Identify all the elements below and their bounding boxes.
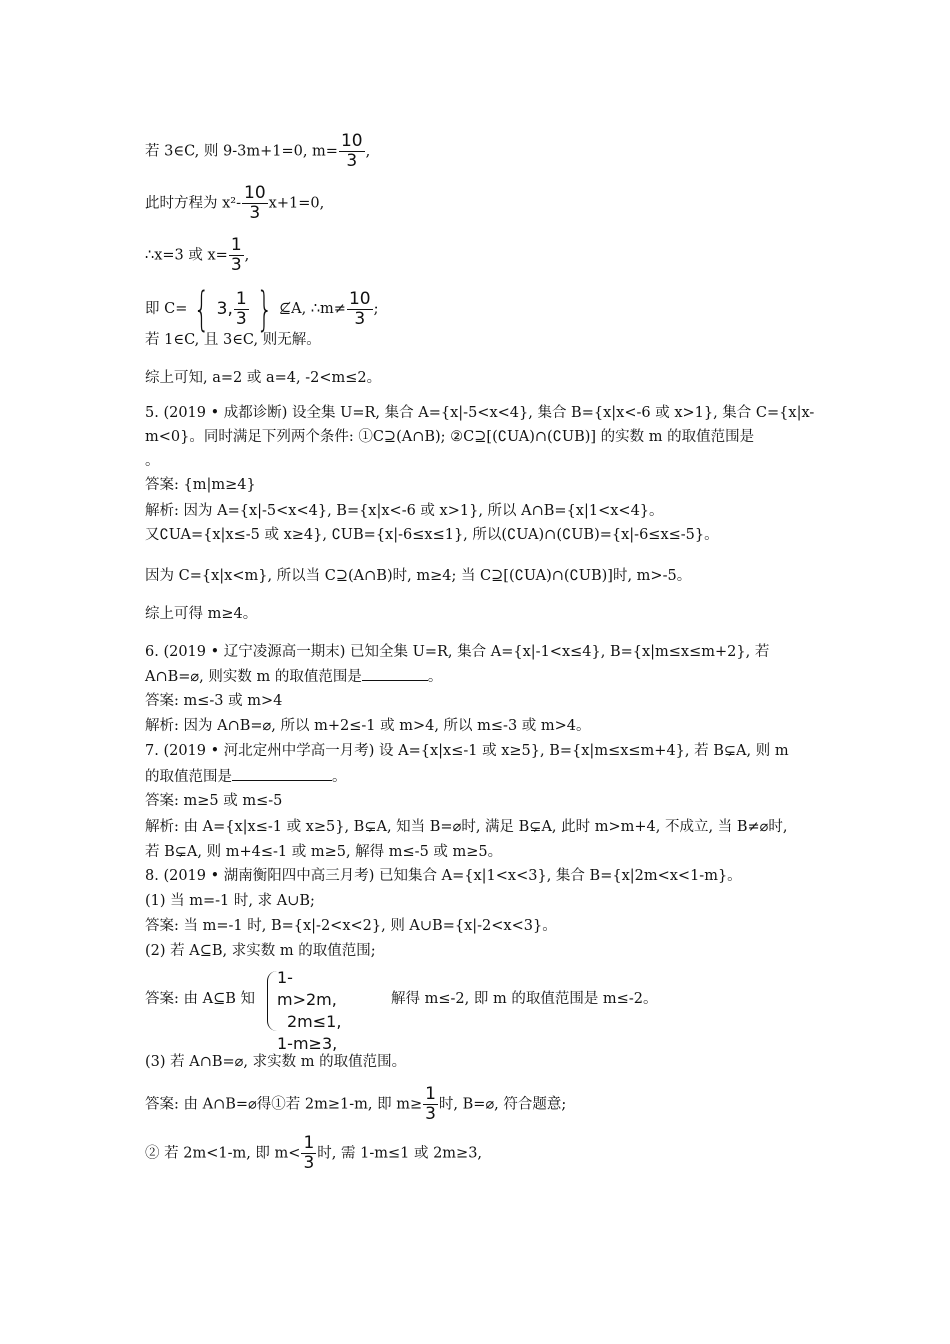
q5-analysis-1: 解析: 因为 A={x|-5<x<4}, B={x|x<-6 或 x>1}, 所以 A∩B={x|1<x<4}。 (145, 503, 664, 519)
answer-blank (362, 666, 428, 681)
q5-analysis-2: 又∁UA={x|x≤-5 或 x≥4}, ∁UB={x|-6≤x≤1}, 所以(∁UA)∩(∁UB)={x|-6≤x≤-5}。 (145, 527, 719, 543)
line-no-solution: 若 1∈C, 且 3∈C, 则无解。 (145, 332, 321, 348)
q5-conclusion: 综上可得 m≥4。 (145, 606, 258, 622)
q5-stem-3: 。 (145, 453, 160, 469)
text: 若 3∈C, 则 9-3m+1=0, m= (145, 143, 338, 160)
q8-part-2: (2) 若 A⊆B, 求实数 m 的取值范围; (145, 943, 376, 959)
document-page: 若 3∈C, 则 9-3m+1=0, m= $\frac{10}{3}$ , 此时方程为 x²- $\frac{10}{3}$ x+1=0, ∴x=3 或 x= $\frac{1}{3}$ , 即 C= { 3, $\frac{1}{3}$ } ⊈A, ∴m≠ $\frac{10}{3}$ ; 若 1∈C, 且 3∈C, 则无解。 综上可知, a=2 或 a=4, -2<m≤2。 5. (2019 • 成都诊断) 设全集 U=R, 集合 A={x|-5<x<4}, 集合 B={x|x<-6 或 x>1}, 集合 C={x|x- m<0}。同时满足下列两个条件: ①C⊇(A∩B); ②C⊇[(∁UA)∩(∁UB)] 的实数 m 的取值范围是 。 答案: {m|m≥4} 解析: 因为 A={x|-5<x<4}, B={x|x<-6 或 x>1}, 所以 A∩B={x|1<x<4}。 又∁UA={x|x≤-5 或 x≥4}, ∁UB={x|-6≤x≤1}, 所以(∁UA)∩(∁UB)={x|-6≤x≤-5}。 因为 C={x|x<m}, 所以当 C⊇(A∩B)时, m≥4; 当 C⊇[(∁UA)∩(∁UB)]时, m>-5。 综上可得 m≥4。 6. (2019 • 辽宁凌源高一期末) 已知全集 U=R, 集合 A={x|-1<x≤4}, B={x|m≤x≤m+2}, 若 A∩B=⌀, 则实数 m 的取值范围是 。 答案: m≤-3 或 m>4 解析: 因为 A∩B=⌀, 所以 m+2≤-1 或 m>4, 所以 m≤-3 或 m>4。 7. (2019 • 河北定州中学高一月考) 设 A={x|x≤-1 或 x≥5}, B={x|m≤x≤m+4}, 若 B⊊A, 则 m 的取值范围是 。 答案: m≥5 或 m≤-5 解析: 由 A={x|x≤-1 或 x≥5}, B⊊A, 知当 B=⌀时, 满足 B⊊A, 此时 m>m+4, 不成立, 当 B≠⌀时, 若 B⊊A, 则 m+4≤-1 或 m≥5, 解得 m≤-5 或 m≥5。 8. (2019 • 湖南衡阳四中高三月考) 已知集合 A={x|1<x<3}, 集合 B={x|2m<x<1-m}。 (1) 当 m=-1 时, 求 A∪B; 答案: 当 m=-1 时, B={x|-2<x<2}, 则 A∪B={x|-2<x<3}。 (2) 若 A⊆B, 求实数 m 的取值范围; 答案: 由 A⊆B 知 1-m>2m, 2m≤1, 1-m≥3, 解得 m≤-2, 即 m 的取值范围是 m≤-2。 (3) 若 A∩B=⌀, 求实数 m 的取值范围。 答案: 由 A∩B=⌀得①若 2m≥1-m, 即 m≥ $\frac{1}{3}$ 时, B=⌀, 符合题意; ② 若 2m<1-m, 即 m< $\frac{1}{3}$ 时, 需 1-m≤1 或 2m≥3, (145, 131, 815, 1173)
q5-analysis-3: 因为 C={x|x<m}, 所以当 C⊇(A∩B)时, m≥4; 当 C⊇[(∁UA)∩(∁UB)]时, m>-5。 (145, 568, 692, 584)
q8-stem: 8. (2019 • 湖南衡阳四中高三月考) 已知集合 A={x|1<x<3}, 集合 B={x|2m<x<1-m}。 (145, 868, 742, 884)
q5-stem-1: 5. (2019 • 成都诊断) 设全集 U=R, 集合 A={x|-5<x<4}, 集合 B={x|x<-6 或 x>1}, 集合 C={x|x- (145, 405, 815, 421)
line-roots: ∴x=3 或 x= $\frac{1}{3}$ , (145, 235, 250, 275)
line-summary-1: 综上可知, a=2 或 a=4, -2<m≤2。 (145, 370, 382, 386)
q7-answer: 答案: m≥5 或 m≤-5 (145, 793, 283, 809)
fraction: $\frac{10}{3}$ (244, 183, 266, 223)
answer-blank (232, 766, 332, 781)
q7-stem-2: 的取值范围是 。 (145, 766, 347, 787)
q7-analysis-1: 解析: 由 A={x|x≤-1 或 x≥5}, B⊊A, 知当 B=⌀时, 满足 B⊊A, 此时 m>m+4, 不成立, 当 B≠⌀时, (145, 819, 788, 835)
q8-part-1-answer: 答案: 当 m=-1 时, B={x|-2<x<2}, 则 A∪B={x|-2<x<3}。 (145, 918, 557, 934)
q7-analysis-2: 若 B⊊A, 则 m+4≤-1 或 m≥5, 解得 m≤-5 或 m≥5。 (145, 844, 503, 860)
q6-answer: 答案: m≤-3 或 m>4 (145, 693, 283, 709)
system-row: 1-m>2m, (277, 968, 337, 1009)
system-row: 1-m≥3, (277, 1034, 338, 1053)
system-row: 2m≤1, (287, 1012, 342, 1031)
q7-stem-1: 7. (2019 • 河北定州中学高一月考) 设 A={x|x≤-1 或 x≥5}, B={x|m≤x≤m+4}, 若 B⊊A, 则 m (145, 743, 789, 759)
q8-part-3-answer-1: 答案: 由 A∩B=⌀得①若 2m≥1-m, 即 m≥ $\frac{1}{3}$ 时, B=⌀, 符合题意; (145, 1084, 567, 1124)
line-equation: 此时方程为 x²- $\frac{10}{3}$ x+1=0, (145, 183, 325, 223)
q6-analysis: 解析: 因为 A∩B=⌀, 所以 m+2≤-1 或 m>4, 所以 m≤-3 或 m>4。 (145, 718, 591, 734)
q5-stem-2: m<0}。同时满足下列两个条件: ①C⊇(A∩B); ②C⊇[(∁UA)∩(∁UB)] 的实数 m 的取值范围是 (145, 429, 755, 445)
line-set-c: 即 C= { 3, $\frac{1}{3}$ } ⊈A, ∴m≠ $\frac{10}{3}$ ; (145, 282, 379, 336)
q8-part-3: (3) 若 A∩B=⌀, 求实数 m 的取值范围。 (145, 1054, 407, 1070)
q6-stem-1: 6. (2019 • 辽宁凌源高一期末) 已知全集 U=R, 集合 A={x|-1<x≤4}, B={x|m≤x≤m+2}, 若 (145, 644, 770, 660)
fraction: $\frac{1}{3}$ (230, 235, 242, 275)
set-brace: { 3, $\frac{1}{3}$ } (193, 282, 273, 336)
q8-part-3-answer-2: ② 若 2m<1-m, 即 m< $\frac{1}{3}$ 时, 需 1-m≤1 或 2m≥3, (145, 1133, 483, 1173)
fraction: $\frac{10}{3}$ (340, 131, 363, 171)
line-solve-m: 若 3∈C, 则 9-3m+1=0, m= $\frac{10}{3}$ , (145, 131, 371, 171)
q8-part-1: (1) 当 m=-1 时, 求 A∪B; (145, 893, 315, 909)
q6-stem-2: A∩B=⌀, 则实数 m 的取值范围是 。 (145, 666, 442, 687)
q5-answer: 答案: {m|m≥4} (145, 477, 256, 493)
